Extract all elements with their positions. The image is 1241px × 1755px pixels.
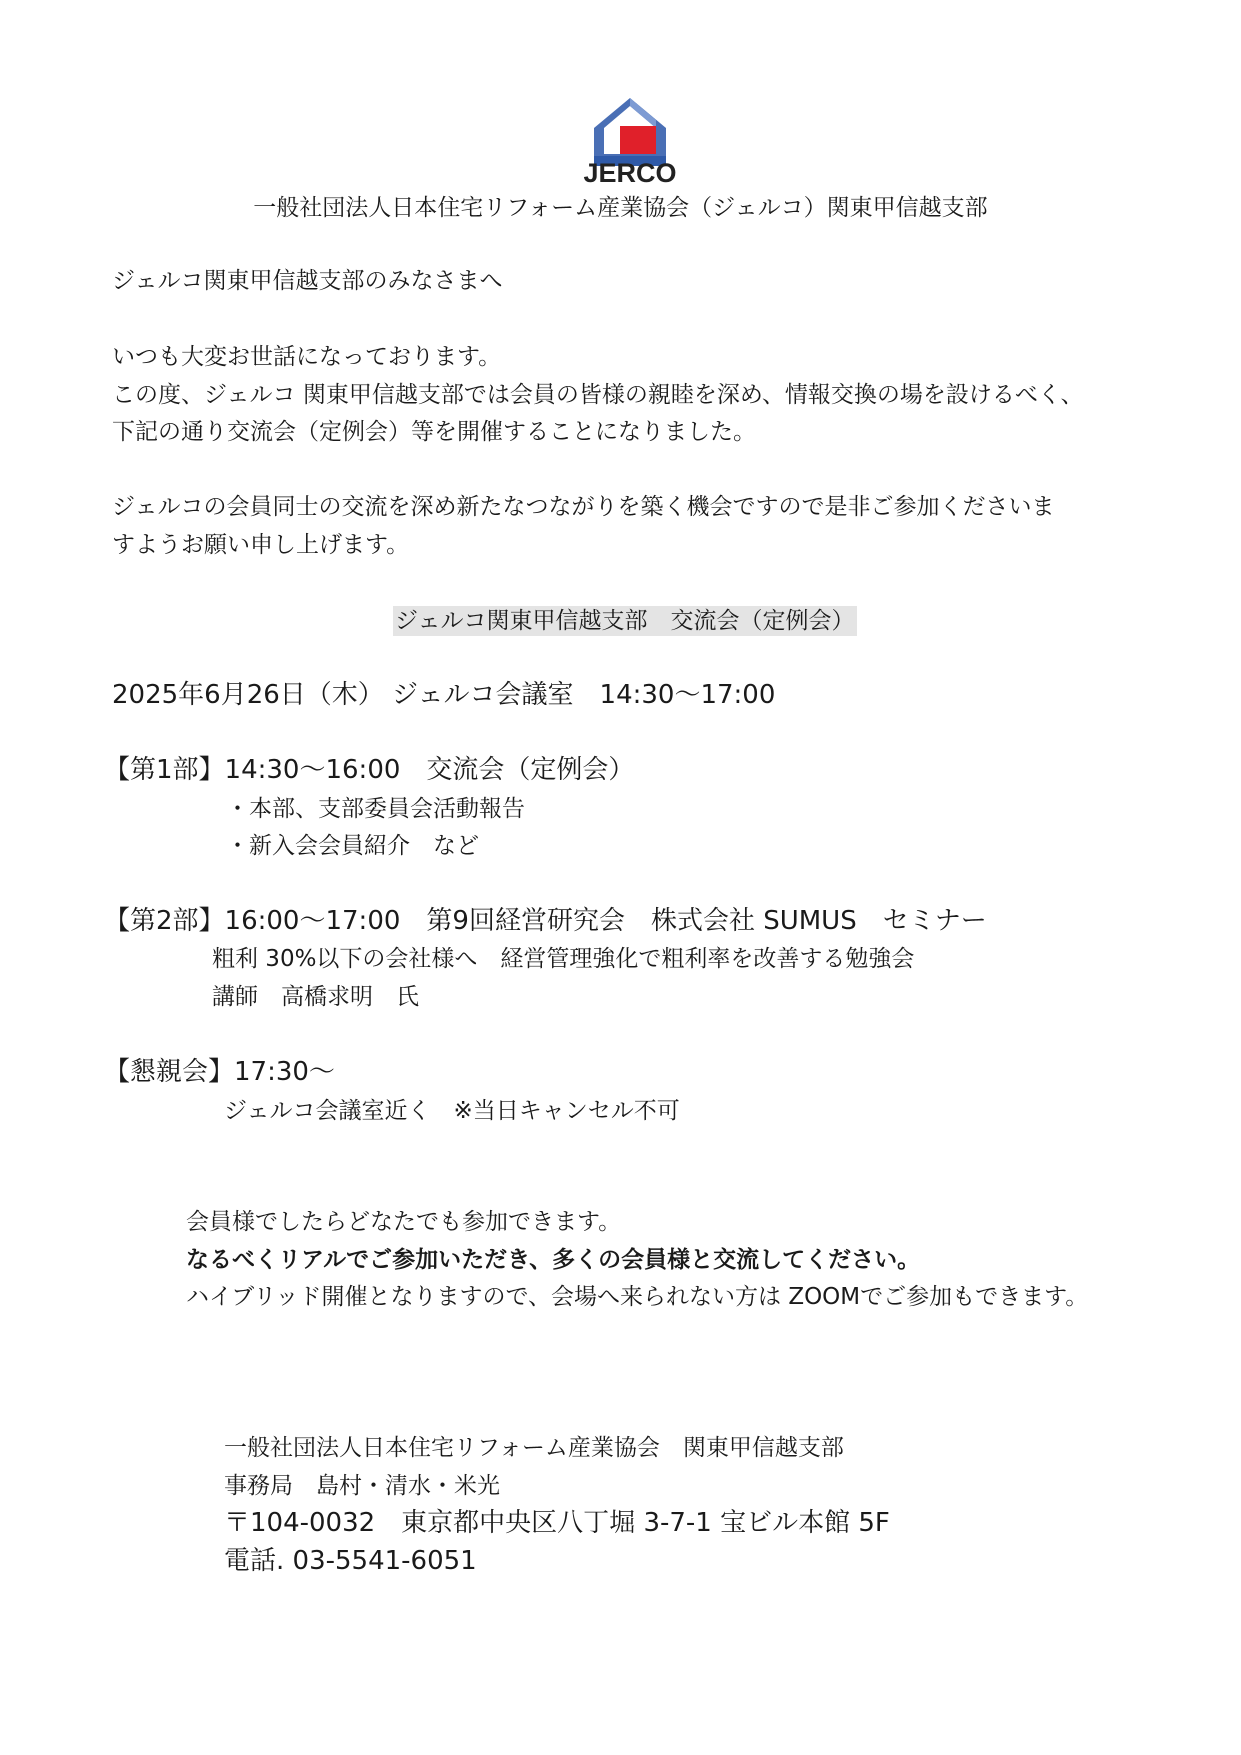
event-date: 2025年6月26日（木） ジェルコ会議室 14:30～17:00 bbox=[112, 680, 776, 710]
contact-address: 〒104-0032 東京都中央区八丁堀 3-7-1 宝ビル本館 5F bbox=[224, 1508, 890, 1538]
note-line: ハイブリッド開催となりますので、会場へ来られない方は ZOOMでご参加もできます。 bbox=[186, 1284, 1089, 1310]
part2-item: 講師 高橋求明 氏 bbox=[212, 984, 419, 1010]
intro-line: いつも大変お世話になっております。 bbox=[112, 344, 502, 370]
part1-heading: 【第1部】14:30～16:00 交流会（定例会） bbox=[104, 755, 635, 785]
note-line-emphasis: なるべくリアルでご参加いただき、多くの会員様と交流してください。 bbox=[186, 1247, 921, 1273]
invite-line: ジェルコの会員同士の交流を深め新たなつながりを築く機会ですので是非ご参加くださいま bbox=[112, 494, 1055, 520]
part1-item: ・本部、支部委員会活動報告 bbox=[226, 796, 525, 822]
logo-door bbox=[620, 126, 656, 154]
intro-line: 下記の通り交流会（定例会）等を開催することになりました。 bbox=[112, 419, 756, 445]
intro-line: この度、ジェルコ 関東甲信越支部では会員の皆様の親睦を深め、情報交換の場を設けるべく、 bbox=[112, 382, 1084, 408]
part2-item: 粗利 30%以下の会社様へ 経営管理強化で粗利率を改善する勉強会 bbox=[212, 946, 915, 972]
event-title: ジェルコ関東甲信越支部 交流会（定例会） bbox=[395, 608, 855, 634]
contact-phone: 電話. 03-5541-6051 bbox=[224, 1546, 477, 1576]
logo-text: JERCO bbox=[583, 158, 677, 188]
org-header: 一般社団法人日本住宅リフォーム産業協会（ジェルコ）関東甲信越支部 bbox=[253, 195, 988, 221]
invite-line: すようお願い申し上げます。 bbox=[112, 532, 410, 558]
note-line: 会員様でしたらどなたでも参加できます。 bbox=[186, 1209, 622, 1235]
party-heading: 【懇親会】17:30～ bbox=[104, 1057, 335, 1087]
contact-office: 事務局 島村・清水・米光 bbox=[224, 1473, 500, 1499]
party-item: ジェルコ会議室近く ※当日キャンセル不可 bbox=[224, 1098, 680, 1124]
contact-org: 一般社団法人日本住宅リフォーム産業協会 関東甲信越支部 bbox=[224, 1435, 844, 1461]
part1-item: ・新入会会員紹介 など bbox=[226, 833, 479, 859]
part2-heading: 【第2部】16:00～17:00 第9回経営研究会 株式会社 SUMUS セミナー bbox=[104, 906, 987, 936]
greeting: ジェルコ関東甲信越支部のみなさまへ bbox=[112, 268, 503, 294]
